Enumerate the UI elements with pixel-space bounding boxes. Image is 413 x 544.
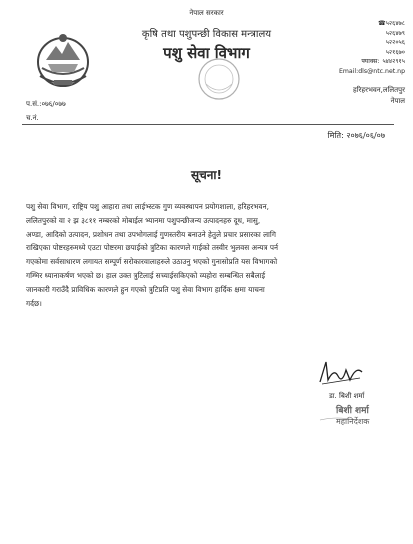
- contact-block: [275, 19, 405, 77]
- notice-date: मिति: २०७६/०६/०७: [327, 131, 385, 140]
- government-name: नेपाल सरकार: [189, 9, 224, 17]
- notice-line: गर्दछ।: [26, 298, 42, 308]
- fax-number: ५४४२९१५: [382, 58, 405, 66]
- phone-number: ५२६४७८: [385, 20, 405, 27]
- fax-label: फ्याक्स:: [361, 58, 380, 66]
- notice-line: राखिएका पोष्टरहरुमध्ये एउटा पोष्टरमा छपाईको त्रुटिका कारणले गाईको तस्वीर भुलवस अन्यत्र पर्न: [26, 243, 279, 253]
- notice-line: जानकारी गराउँदै प्राविधिक कारणले हुन गएको त्रुटिप्रति पशु सेवा विभाग हार्दिक क्षमा याचना: [26, 284, 265, 294]
- phone-row-1: [275, 19, 405, 29]
- notice-line: गम्भिर ध्यानाकर्षण भएको छ। हाल उक्त त्रुटिलाई सच्याईसकिएको व्यहोरा सम्बन्धित सबैलाई: [26, 270, 266, 280]
- notice-line: गएकोमा सर्वसाधारण लगायत सम्पूर्ण सरोकारवालाहरुले उठाउनु भएको गुनासोप्रति यस विभागको: [26, 257, 278, 267]
- address-line-1: हरिहरभवन,ललितपुर: [352, 86, 405, 94]
- telephone-icon: ☎: [377, 20, 386, 27]
- header-divider: [22, 124, 394, 125]
- department-name: पशु सेवा विभाग: [163, 44, 250, 62]
- phone-number: ५२२०५६: [385, 39, 405, 47]
- email-label: Email:: [338, 67, 359, 75]
- email-row: [275, 67, 405, 77]
- stamp-name: बिशी शर्मा: [336, 406, 369, 416]
- notice-body: [26, 200, 386, 310]
- address-line-2: नेपाल: [390, 97, 405, 105]
- office-stamp-icon: [196, 56, 242, 102]
- email-address: dls@ntc.net.np: [358, 67, 405, 75]
- notice-line: अण्डा, आदिको उत्पादन, प्रशोधन तथा उपभोगलाई गुणस्तरीय बनाउने हेतुले प्रचार प्रसारका लागि: [26, 229, 276, 239]
- reference-number: प.सं.:०७६/०७७: [26, 100, 66, 108]
- notice-line: पशु सेवा विभाग, राष्ट्रिय पशु आहारा तथा लाईभ्स्टक गुण व्यवस्थापन प्रयोगशाला, हरिहरभवन,: [26, 202, 269, 211]
- fax-row: [275, 57, 405, 67]
- notice-line: ललितपुरको वा २ झ ३८११ नम्बरको मोबाईल भ्यानमा पशुपन्छीजन्य उत्पादनहरु दूध, मासु,: [26, 215, 261, 225]
- phone-number: ५२१६७०: [385, 48, 405, 56]
- notice-title: सूचना!: [191, 168, 222, 182]
- signatory-name: डा. बिशी शर्मा: [329, 392, 365, 400]
- phone-number: ५२६४७९: [385, 29, 405, 37]
- handwritten-signature: [316, 358, 366, 388]
- ministry-name: कृषि तथा पशुपन्छी विकास मन्त्रालय: [141, 29, 272, 40]
- dispatch-number: च.नं.: [26, 114, 39, 122]
- signatory-title: महानिर्देशक: [336, 417, 370, 426]
